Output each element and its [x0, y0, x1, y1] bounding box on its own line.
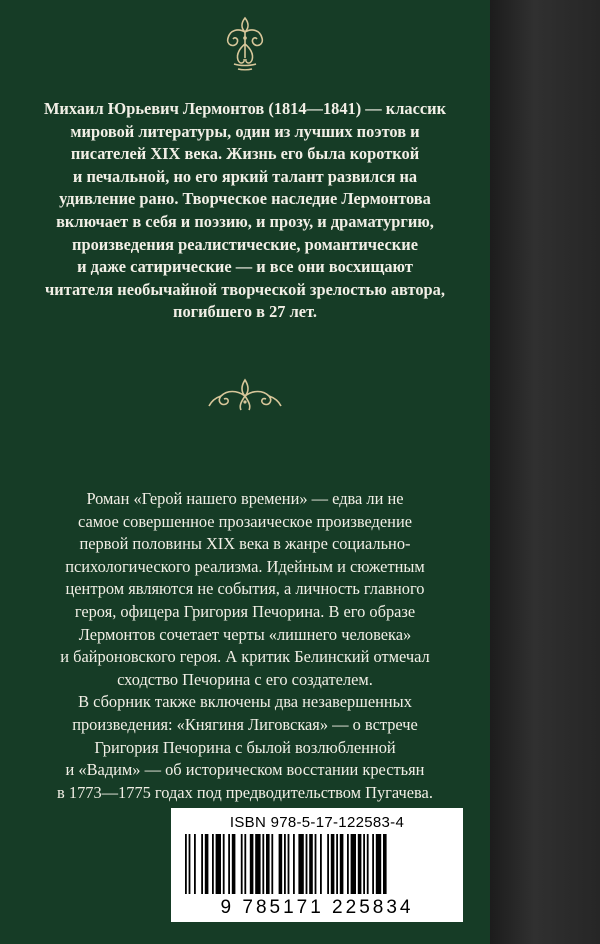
barcode-bars	[177, 834, 457, 894]
barcode-bar	[327, 834, 329, 894]
ean-digits: 9 785171 225834	[220, 897, 414, 918]
barcode-bar	[232, 834, 236, 894]
description-line: самое совершенное прозаическое произведение	[77, 511, 412, 531]
book-description	[28, 488, 462, 804]
barcode-bar	[288, 834, 290, 894]
barcode-bar	[363, 834, 365, 894]
scroll-flourish-icon	[0, 374, 490, 423]
author-line: читателя необычайной творческой зрелостью автора,	[45, 279, 445, 299]
description-line: сходство Печорина с его создателем.	[117, 669, 373, 689]
barcode-bar	[255, 834, 260, 894]
author-line: и даже сатирические — и все они восхищают	[77, 257, 413, 277]
barcode-bar	[279, 834, 283, 894]
barcode-bar	[351, 834, 356, 894]
barcode-bar	[194, 834, 196, 894]
barcode-bar	[189, 834, 191, 894]
description-line: Роман «Герой нашего времени» — едва ли не	[86, 489, 404, 508]
description-line: и байроновского героя. А критик Белинский отмечал	[60, 647, 430, 667]
barcode-bar	[185, 834, 187, 894]
barcode-bar	[271, 834, 273, 894]
author-line: произведения реалистические, романтические	[72, 234, 418, 254]
barcode-bar	[340, 834, 344, 894]
barcode-bar	[205, 834, 209, 894]
barcode-bar	[244, 834, 246, 894]
barcode-bar	[347, 834, 349, 894]
floral-fleuron-icon	[0, 14, 490, 79]
barcode-bar	[212, 834, 214, 894]
author-line: включает в себя и поэзию, и прозу, и драматургию,	[56, 211, 434, 231]
barcode-bar	[228, 834, 230, 894]
barcode-bar	[223, 834, 225, 894]
barcode-bar	[293, 834, 295, 894]
barcode-bar	[383, 834, 387, 894]
description-line: психологического реализма. Идейным и сюжетным	[65, 556, 425, 576]
author-line: писателей XIX века. Жизнь его была короткой	[70, 144, 420, 164]
barcode-bar	[367, 834, 369, 894]
isbn-label: ISBN 978-5-17-122583-4	[229, 814, 405, 831]
barcode-bar	[376, 834, 381, 894]
barcode-bar	[309, 834, 313, 894]
barcode-bar	[315, 834, 317, 894]
author-line: Михаил Юрьевич Лермонтов (1814—1841) — классик	[43, 99, 447, 118]
barcode-bar	[320, 834, 322, 894]
barcode-bar	[266, 834, 270, 894]
author-line: и печальной, но его яркий талант развился на	[72, 166, 418, 186]
barcode-bar	[216, 834, 221, 894]
barcode-bar	[262, 834, 264, 894]
barcode-bar	[298, 834, 303, 894]
barcode-bar	[358, 834, 362, 894]
description-line: и «Вадим» — об историческом восстании крестьян	[65, 760, 425, 780]
barcode-bar	[284, 834, 286, 894]
author-line: погибшего в 27 лет.	[173, 302, 317, 322]
barcode-bar	[250, 834, 254, 894]
description-line: в 1773—1775 годах под предводительством Пугачева.	[57, 782, 433, 802]
description-line: произведения: «Княгиня Лиговская» — о встрече	[72, 714, 418, 734]
barcode-bar	[201, 834, 203, 894]
description-line: В сборник также включены два незавершенных	[78, 692, 412, 712]
barcode-bar	[372, 834, 374, 894]
author-line: мировой литературы, один из лучших поэтов и	[70, 121, 420, 141]
description-line: первой половины XIX века в жанре социально-	[79, 534, 411, 554]
isbn-barcode	[169, 806, 465, 924]
author-biography	[28, 98, 462, 324]
author-line: удивление рано. Творческое наследие Лермонтова	[59, 189, 431, 209]
description-line: героя, офицера Григория Печорина. В его образе	[74, 601, 416, 621]
description-line: центром являются не события, а личность главного	[65, 579, 425, 599]
dark-spine-strip	[490, 0, 600, 944]
description-line: Лермонтов сочетает черты «лишнего человека»	[78, 624, 412, 644]
barcode-bar	[306, 834, 308, 894]
description-line: Григория Печорина с былой возлюбленной	[94, 737, 396, 757]
barcode-bar	[331, 834, 335, 894]
barcode-bar	[241, 834, 243, 894]
barcode-bar	[336, 834, 338, 894]
